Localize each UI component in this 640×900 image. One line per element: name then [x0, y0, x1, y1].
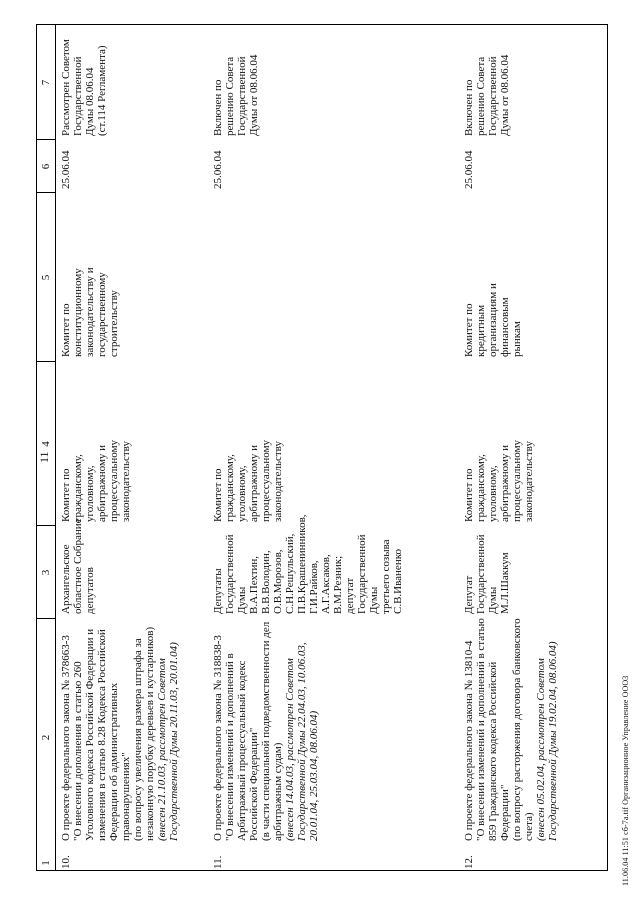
bill-description: О проекте федерального закона № 13810-4 "О внесении изменений и дополнений в статью 859 Гражданского кодекса Российской Федерации" (по вопросу расторжения договора банковского счета) (внесен 05.02.04, рассмотрен Советом Государственной Думы 19.02.04, 08.06.04): [463, 618, 559, 841]
header-col-1: 1: [40, 860, 52, 866]
header-col-7: 7: [40, 79, 52, 86]
page-number: 11: [37, 451, 51, 463]
table-border-left: [36, 870, 608, 871]
responsible-committee: Комитет по гражданскому, уголовному, арбитражному и процессуальному законодательству: [60, 439, 132, 522]
header-col-4: 4: [40, 441, 52, 447]
header-col-5: 5: [40, 274, 52, 281]
header-col-2: 2: [40, 734, 52, 741]
header-divider: [55, 25, 56, 871]
bill-description: О проекте федерального закона № 378663-3 "О внесении дополнения в статью 260 Уголовного кодекса Российской Федерации и изменения в статью 8.28 Кодекса Российской Федерации об административных правонарушениях" (по вопросу увеличения размера штрафа за незаконную порубку деревьев и кустарников) (внесен 21.10.03, рассмотрен Советом Государственной Думы 20.11.03, 20.01.04): [60, 626, 180, 841]
date: 25.06.04: [463, 150, 475, 189]
row-number: 12.: [463, 855, 475, 869]
status-note: Рассмотрен Советом Государственной Думы 08.06.04 (ст.114 Регламента): [60, 39, 108, 136]
responsible-committee: Комитет по гражданскому, уголовному, арбитражному и процессуальному законодательству: [463, 439, 535, 522]
table-border-right: [36, 24, 608, 25]
footer-stamp: 11.06.04 11:51 сб-7а.tif Организационное Управление ООО3: [621, 675, 630, 886]
initiator: Депутаты Государственной Думы В.А.Пехтин, В.В.Володин, О.В.Морозов, С.Н.Решульский, П.В.Крашенинников, Г.И.Райков, А.Г.Аксаков, В.М.Резник; депутат Государственной Думы третьего созыва С.В.Иваненко: [212, 514, 404, 614]
status-note: Включен по решению Совета Государственной Думы от 08.06.04: [463, 54, 511, 136]
date: 25.06.04: [60, 150, 72, 189]
initiator: Депутат Государственной Думы М.Л.Шаккум: [463, 534, 511, 614]
co-committee: Комитет по кредитным организациям и финансовым рынкам: [463, 283, 523, 357]
status-note: Включен по решению Совета Государственной Думы от 08.06.04: [212, 54, 260, 136]
table-border-bottom: [607, 25, 608, 871]
num-col-divider: [36, 870, 56, 871]
co-committee: Комитет по конституционному законодательству и государственному строительству: [60, 267, 120, 357]
bill-description: О проекте федерального закона № 318838-3 "О внесении изменений и дополнений в Арбитражный процессуальный кодекс Российской Федерации" (в части специальной подведомственности дел арбитражным судам) (внесен 14.04.03, рассмотрен Советом Государственной Думы 22.04.03, 10.06.03, 20.01.04, 25.03.04, 08.06.04): [212, 621, 320, 841]
table-border-top: [36, 25, 37, 871]
row-number: 10.: [60, 855, 72, 869]
date: 25.06.04: [212, 150, 224, 189]
responsible-committee: Комитет по гражданскому, уголовному, арбитражному и процессуальному законодательству: [212, 439, 284, 522]
initiator: Архангельское областное Собрание депутатов: [60, 518, 96, 614]
header-col-3: 3: [40, 569, 52, 576]
row-number: 11.: [212, 855, 224, 869]
header-col-6: 6: [40, 163, 52, 170]
